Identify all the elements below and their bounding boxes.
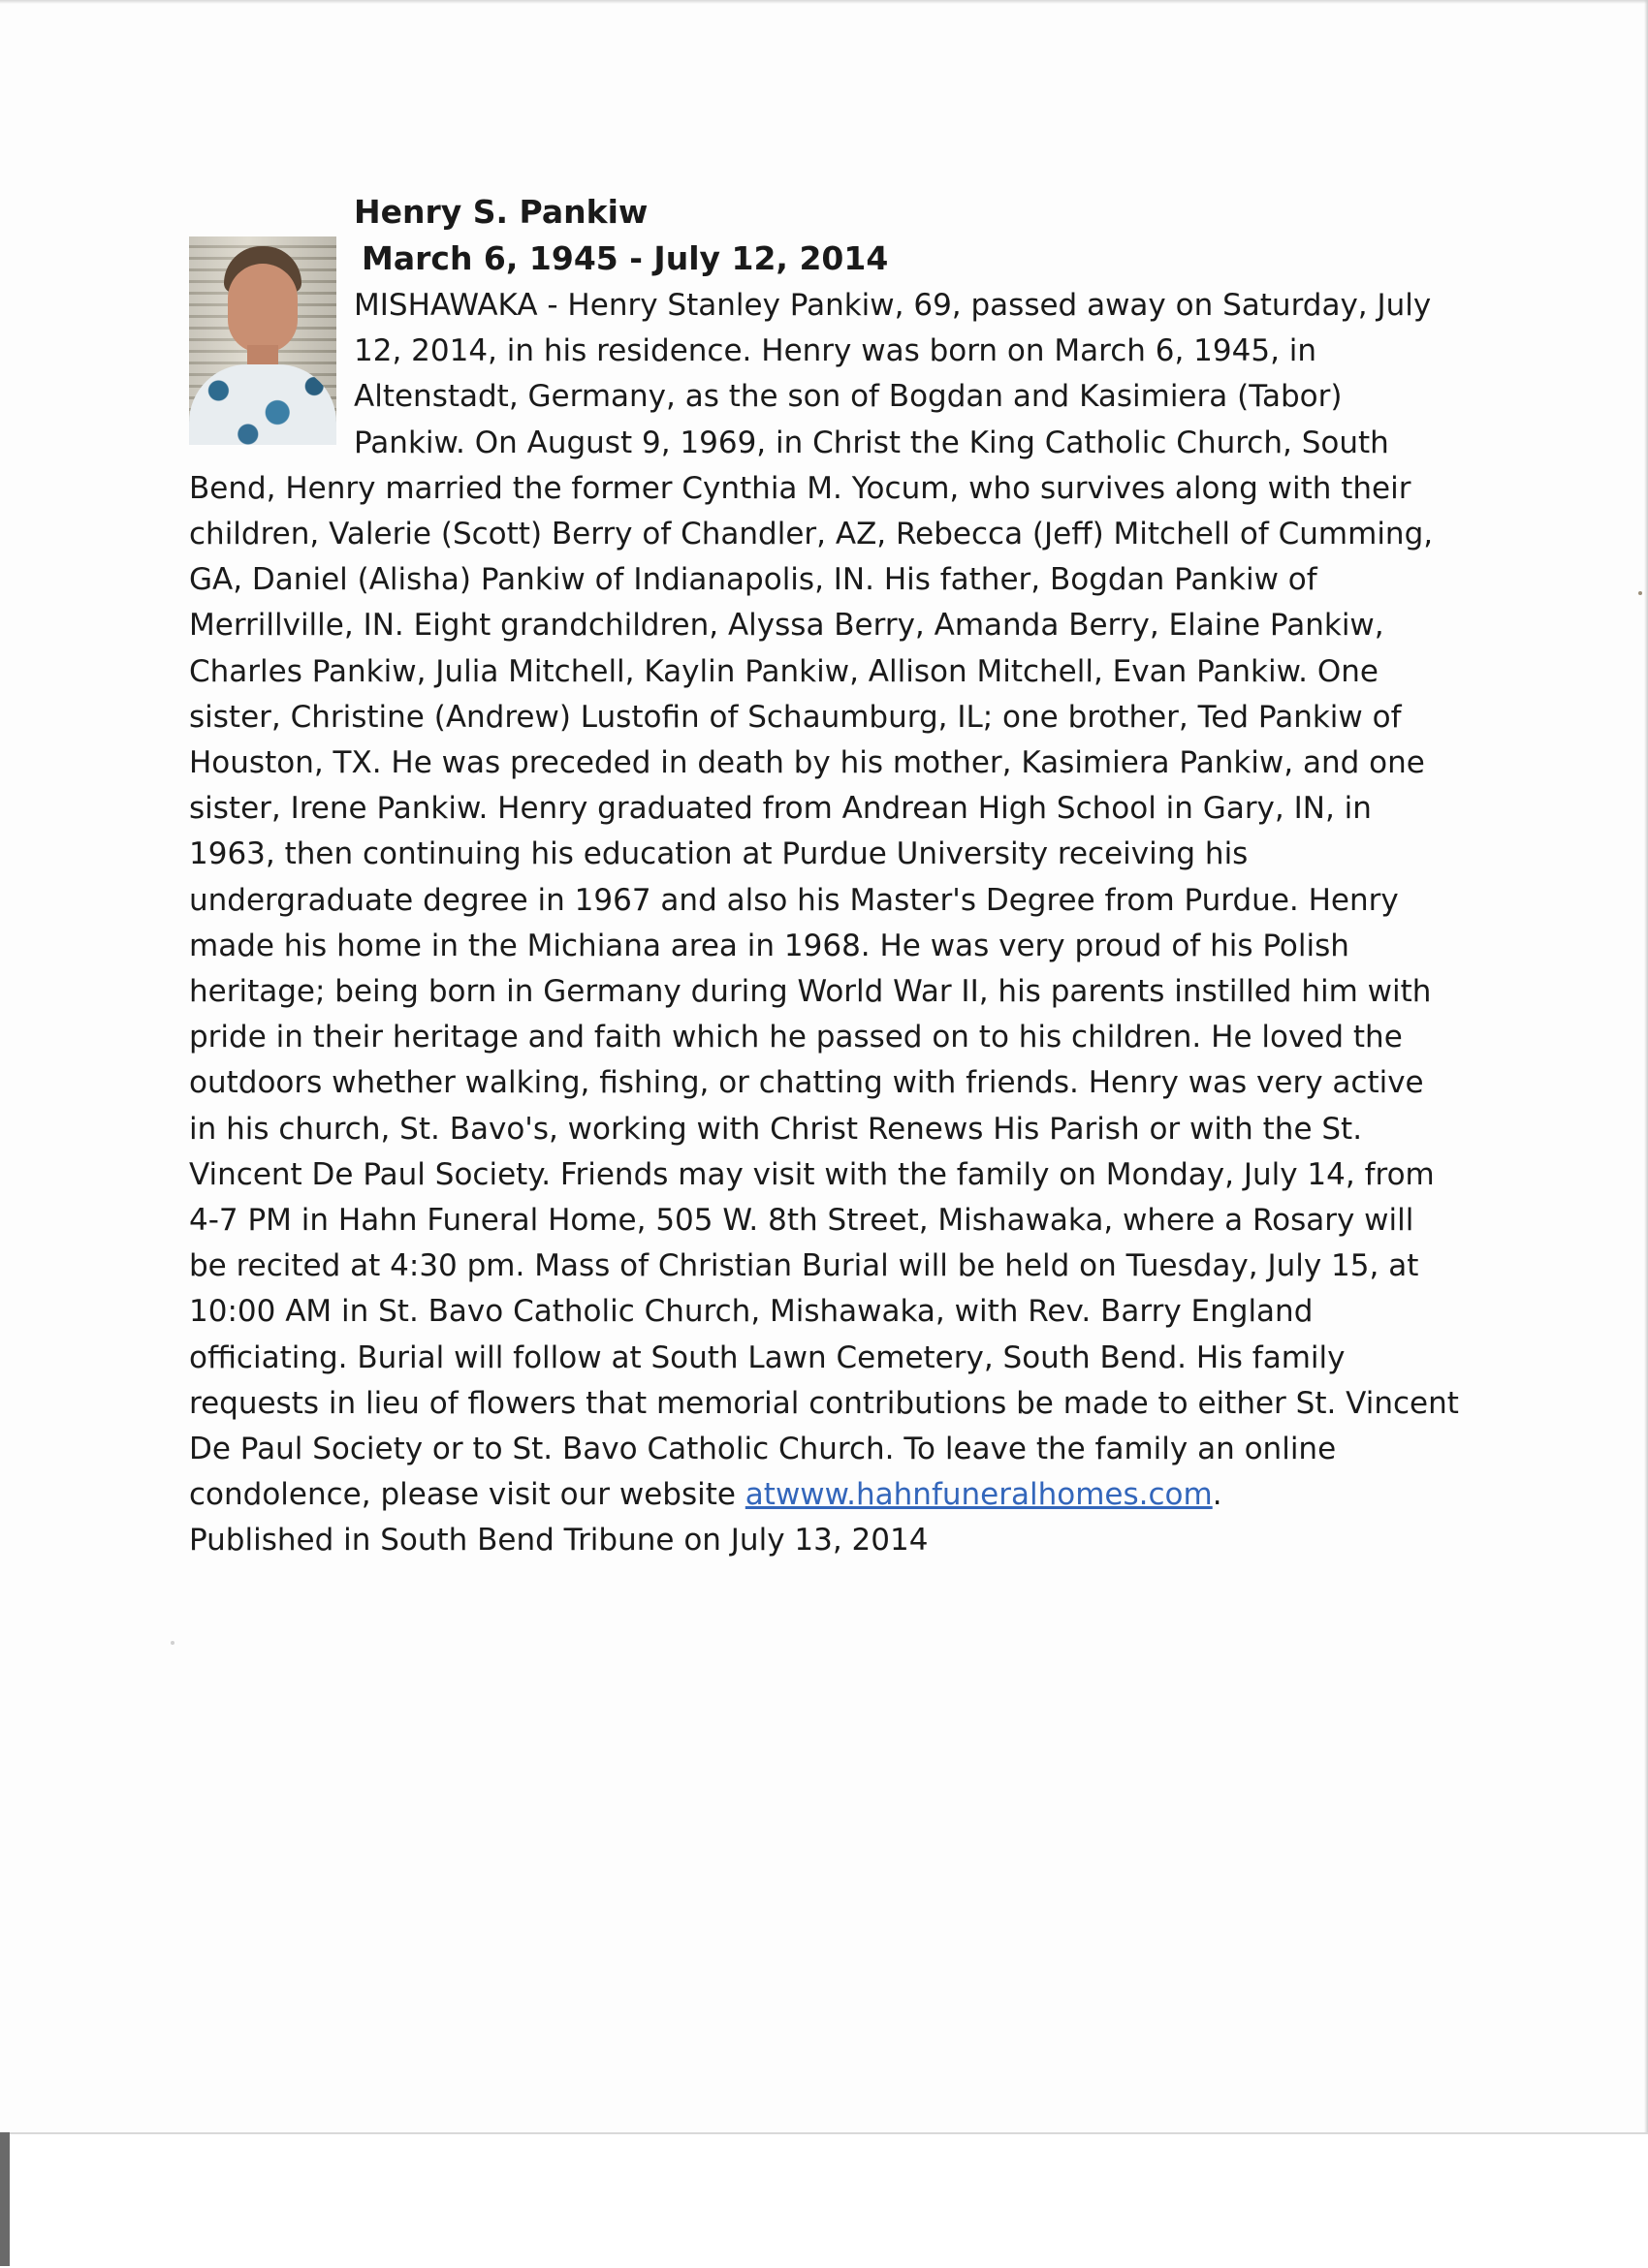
scan-speck	[1638, 591, 1642, 595]
scan-speck	[171, 1641, 174, 1645]
website-link[interactable]: atwww.hahnfuneralhomes.com	[745, 1477, 1213, 1513]
obituary-dates: March 6, 1945 - July 12, 2014	[362, 239, 889, 277]
scan-edge-left-bottom	[0, 2132, 10, 2266]
scan-edge-right	[1644, 0, 1648, 2266]
portrait-photo	[189, 236, 336, 445]
obituary	[189, 190, 1459, 1564]
obituary-body-text: MISHAWAKA - Henry Stanley Pankiw, 69, passed away on Saturday, July 12, 2014, in his residence. Henry was born on March 6, 1945, in Altenstadt, Germany, as the son of Bogdan and Kasimiera (Tabor) Pankiw. On August 9, 1969, in Christ the King Catholic Church, South Bend, Henry married the former Cynthia M. Yocum, who survives along with their children, Valerie (Scott) Berry of Chandler, AZ, Rebecca (Jeff) Mitchell of Cumming, GA, Daniel (Alisha) Pankiw of Indianapolis, IN. His father, Bogdan Pankiw of Merrillville, IN. Eight grandchildren, Alyssa Berry, Amanda Berry, Elaine Pankiw, Charles Pankiw, Julia Mitchell, Kaylin Pankiw, Allison Mitchell, Evan Pankiw. One sister, Christine (Andrew) Lustofin of Schaumburg, IL; one brother, Ted Pankiw of Houston, TX. He was preceded in death by his mother, Kasimiera Pankiw, and one sister, Irene Pankiw. Henry graduated from Andrean High School in Gary, IN, in 1963, then continuing his education at Purdue University receiving his undergraduate degree in 1967 and also his Master's Degree from Purdue. Henry made his home in the Michiana area in 1968. He was very proud of his Polish heritage; being born in Germany during World War II, his parents instilled him with pride in their heritage and faith which he passed on to his children. He loved the outdoors whether walking, fishing, or chatting with friends. Henry was very active in his church, St. Bavo's, working with Christ Renews His Parish or with the St. Vincent De Paul Society. Friends may visit with the family on Monday, July 14, from 4-7 PM in Hahn Funeral Home, 505 W. 8th Street, Mishawaka, where a Rosary will be recited at 4:30 pm. Mass of Christian Burial will be held on Tuesday, July 15, at 10:00 AM in St. Bavo Catholic Church, Mishawaka, with Rev. Barry England officiating. Burial will follow at South Lawn Cemetery, South Bend. His family requests in lieu of flowers that memorial contributions be made to either St. Vincent De Paul Society or to St. Bavo Catholic Church. To leave the family an online condolence, please visit our website	[189, 288, 1459, 1513]
published-line: Published in South Bend Tribune on July 13, 2014	[189, 1523, 929, 1559]
photo-face	[228, 264, 298, 353]
scan-edge-top	[0, 0, 1648, 4]
obituary-name: Henry S. Pankiw	[354, 193, 649, 231]
photo-shirt	[189, 364, 336, 445]
obituary-body-end: .	[1212, 1477, 1222, 1513]
scan-edge-bottom	[0, 2132, 1648, 2268]
obituary-body	[189, 283, 1459, 1518]
